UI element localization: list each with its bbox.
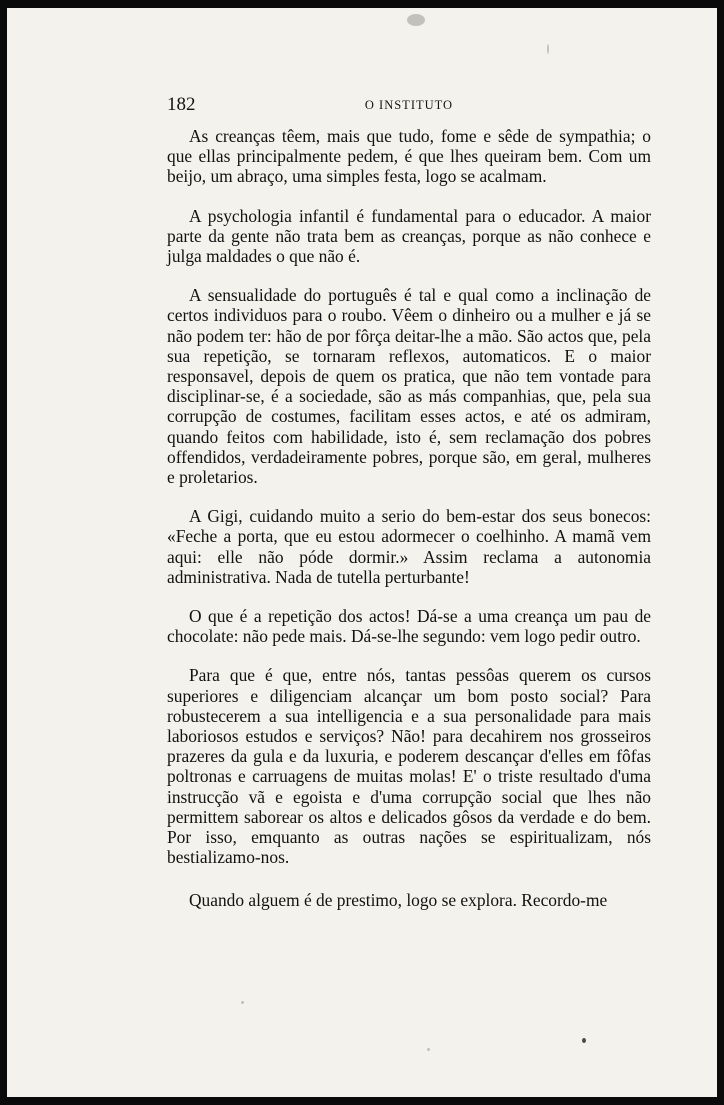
- paragraph-sensuality: A sensualidade do português é tal e qual como a inclinação de certos individuos para o roubo. Vêem o dinheiro ou a mulher e já se não podem ter: hão de por fôrça deitar-lhe a mão. São actos que, pela sua repetição, se tornaram reflexos, automaticos. E o maior responsavel, depois de quem os pratica, que não tem vontade para disciplinar-se, é a sociedade, são as más companhias, que, pela sua corrupção de costumes, facilitam esses actos, e até os admiram, quando feitos com habilidade, isto é, sem reclamação dos pobres offendidos, verdadeiramente pobres, porque são, em geral, mulheres e proletarios.: [167, 285, 651, 488]
- scan-speck: [407, 14, 425, 26]
- book-page: [7, 8, 717, 1097]
- scan-speck: [582, 1038, 586, 1043]
- paragraph-higher-courses: Para que é que, entre nós, tantas pessôas querem os cursos superiores e diligenciam alcançar um bom posto social? Para robustecerem a sua intelligencia e a sua personalidade para mais laboriosos estudos e serviços? Não! para decahirem nos grosseiros prazeres da gula e da luxuria, e poderem descançar d'elles em fôfas poltronas e carruagens de muitas molas! E' o triste resultado d'uma instrucção vã e egoista e d'uma corrupção social que lhes não permittem saborear os altos e delicados gôsos da verdade e do bem. Por isso, emquanto as outras nações se espiritualizam, nós bestializamo-nos.: [167, 665, 651, 868]
- scan-speck: [547, 44, 549, 54]
- paragraph-repetition: O que é a repetição dos actos! Dá-se a uma creança um pau de chocolate: não pede mais. Dá-se-lhe segundo: vem logo pedir outro.: [167, 606, 651, 647]
- page-header: [165, 86, 653, 126]
- paragraph-prestimo: Quando alguem é de prestimo, logo se explora. Recordo-me: [189, 889, 608, 910]
- page-number: 182: [167, 94, 196, 115]
- running-title: O INSTITUTO: [364, 98, 454, 112]
- scan-speck: [241, 1001, 244, 1004]
- scan-speck: [427, 1048, 430, 1051]
- page-body: [167, 126, 651, 910]
- paragraph-gigi: A Gigi, cuidando muito a serio do bem-estar dos seus bonecos: «Feche a porta, que eu estou adormecer o coelhinho. A mamã vem aqui: elle não póde dormir.» Assim reclama a autonomia administrativa. Nada de tutella perturbante!: [167, 506, 651, 587]
- paragraph-psychology: A psychologia infantil é fundamental para o educador. A maior parte da gente não trata bem as creanças, porque as não conhece e julga maldades o que não é.: [167, 205, 651, 267]
- paragraph-sympathy: As creanças têem, mais que tudo, fome e sêde de sympathia; o que ellas principalmente pedem, é que lhes queiram bem. Com um beijo, um abraço, uma simples festa, logo se acalmam.: [167, 126, 651, 187]
